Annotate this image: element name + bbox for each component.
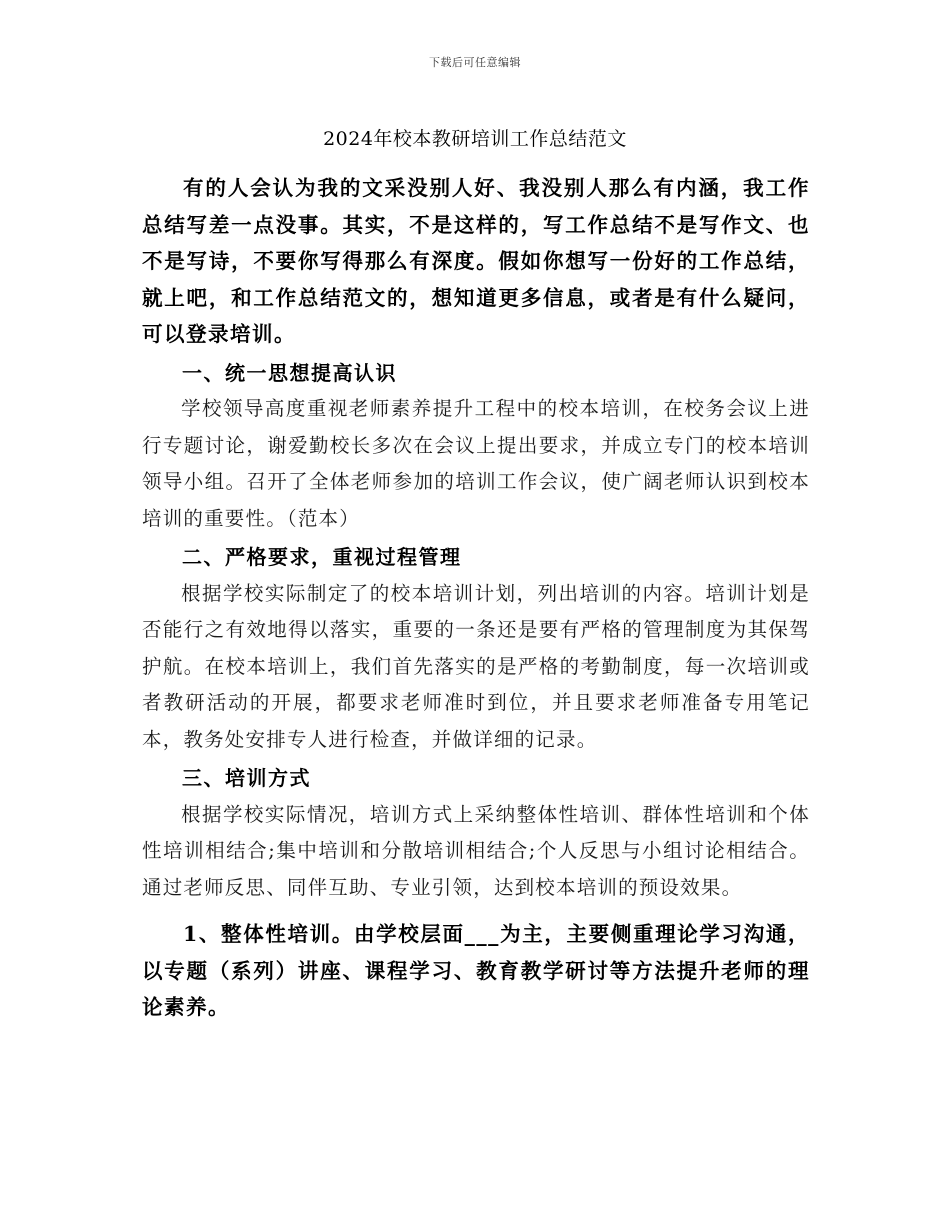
closing-paragraph: 1、整体性培训。由学校层面___为主，主要侧重理论学习沟通，以专题（系列）讲座、课程学习、教育教学研讨等方法提升老师的理论素养。 xyxy=(142,922,810,1019)
section-heading-1: 一、统一思想提高认识 xyxy=(182,360,397,385)
intro-paragraph: 有的人会认为我的文采没别人好、我没别人那么有内涵，我工作总结写差一点没事。其实，不是这样的，写工作总结不是写作文、也不是写诗，不要你写得那么有深度。假如你想写一份好的工作总结，就上吧，和工作总结范文的，想知道更多信息，或者是有什么疑问，可以登录培训。 xyxy=(142,176,810,346)
section-text-1: 学校领导高度重视老师素养提升工程中的校本培训，在校务会议上进行专题讨论，谢爱勤校长多次在会议上提出要求，并成立专门的校本培训领导小组。召开了全体老师参加的培训工作会议，使广阔老师认识到校本培训的重要性。（范本） xyxy=(142,397,810,530)
section-heading-2: 二、严格要求，重视过程管理 xyxy=(182,545,462,569)
section-text-2: 根据学校实际制定了的校本培训计划，列出培训的内容。培训计划是否能行之有效地得以落实，重要的一条还是要有严格的管理制度为其保驾护航。在校本培训上，我们首先落实的是严格的考勤制度，每一次培训或者教研活动的开展，都要求老师准时到位，并且要求老师准备专用笔记本，教务处安排专人进行检查，并做详细的记录。 xyxy=(142,581,810,751)
page-title: 2024年校本教研培训工作总结范文 xyxy=(323,128,627,150)
section-text-3: 根据学校实际情况，培训方式上采纳整体性培训、群体性培训和个体性培训相结合;集中培训和分散培训相结合;个人反思与小组讨论相结合。通过老师反思、同伴互助、专业引领，达到校本培训的预设效果。 xyxy=(142,802,810,899)
header-note: 下载后可任意编辑 xyxy=(429,56,521,69)
section-heading-3: 三、培训方式 xyxy=(182,766,311,790)
document-body xyxy=(142,170,810,1026)
